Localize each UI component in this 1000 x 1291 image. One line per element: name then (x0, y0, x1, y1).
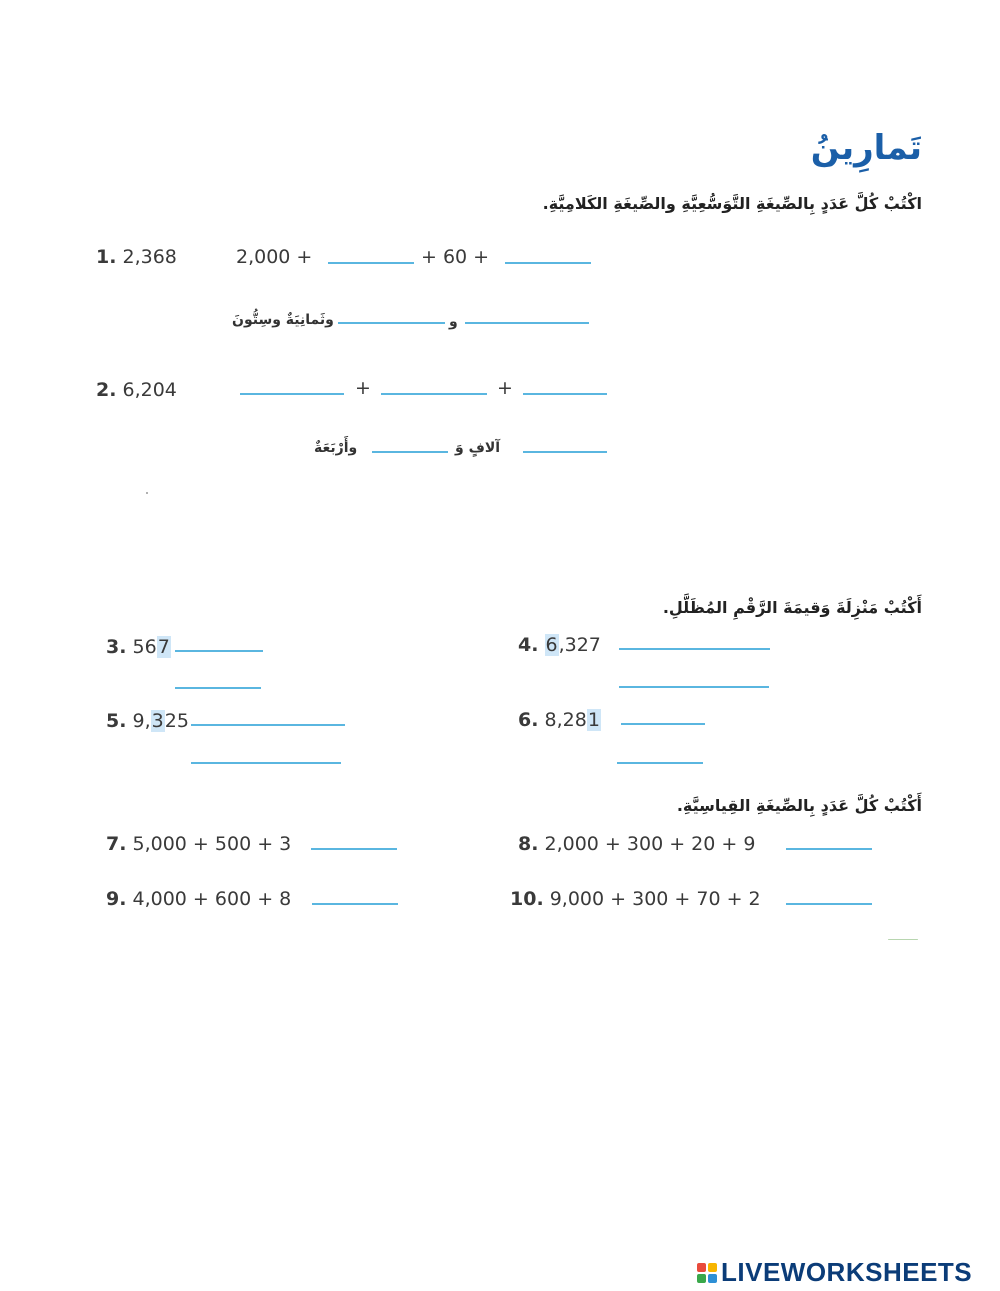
q8-answer-blank[interactable] (786, 848, 872, 850)
instruction-standard-form: أَكْتُبْ كُلَّ عَدَدٍ بِالصِّيغَةِ القِياسِيَّةِ. (676, 796, 922, 815)
instruction-expanded-word-form: اكْتُبْ كُلَّ عَدَدٍ بِالصِّيغَةِ التَّوَسُّعِيَّةِ والصِّيغَةِ الكَلامِيَّةِ. (542, 194, 922, 213)
q1-blank-hundreds[interactable] (328, 262, 414, 264)
question-10 (510, 888, 761, 910)
digits-before: 56 (132, 636, 157, 658)
question-number: 6,204 (122, 379, 177, 401)
digits-after: ,327 (558, 634, 601, 656)
question-expression: 2,000 + 300 + 20 + 9 (544, 833, 756, 855)
digits-before: 8,28 (544, 709, 587, 731)
logo-square (697, 1263, 706, 1272)
question-number: 2,368 (122, 246, 177, 268)
q2-thousands-word: آلافٍ وَ (455, 440, 501, 456)
q9-answer-blank[interactable] (312, 903, 398, 905)
question-3 (106, 636, 171, 658)
liveworksheets-logo (697, 1257, 972, 1288)
question-label: 1. (96, 246, 117, 268)
question-expression: 5,000 + 500 + 3 (132, 833, 292, 855)
q5-value-blank[interactable] (191, 762, 341, 764)
question-1 (96, 246, 177, 268)
q1-words-text: وثَمانِيَةٌ وسِتُّونَ (232, 312, 334, 328)
question-label: 2. (96, 379, 117, 401)
shaded-digit: 7 (157, 636, 170, 658)
question-6 (518, 709, 601, 731)
q5-place-blank[interactable] (191, 724, 345, 726)
question-2 (96, 379, 177, 401)
question-9 (106, 888, 291, 910)
logo-square (697, 1274, 706, 1283)
q3-place-blank[interactable] (175, 650, 263, 652)
question-expression: 4,000 + 600 + 8 (132, 888, 292, 910)
question-number (133, 636, 171, 658)
question-8 (518, 833, 755, 855)
logo-brand-text: LIVEWORKSHEETS (721, 1257, 973, 1287)
shaded-digit: 6 (545, 634, 558, 656)
q2-plus-1: + (355, 377, 371, 399)
q1-part-b: + 60 + (421, 246, 490, 268)
q4-place-blank[interactable] (619, 648, 770, 650)
q2-plus-2: + (497, 377, 513, 399)
question-label: 8. (518, 833, 539, 855)
q1-part-a: 2,000 + (236, 246, 313, 268)
scan-speck (888, 939, 918, 940)
q2-blank-1[interactable] (240, 393, 344, 395)
page-title: تَمارِينُ (810, 128, 922, 168)
shaded-digit: 3 (151, 710, 164, 732)
q3-value-blank[interactable] (175, 687, 261, 689)
q2-word-blank-2[interactable] (372, 451, 448, 453)
logo-square (708, 1263, 717, 1272)
q2-blank-2[interactable] (381, 393, 487, 395)
q7-answer-blank[interactable] (311, 848, 397, 850)
question-number (545, 634, 601, 656)
q1-blank-ones[interactable] (505, 262, 591, 264)
shaded-digit: 1 (587, 709, 600, 731)
q6-value-blank[interactable] (617, 762, 703, 764)
question-number (133, 710, 189, 732)
question-5 (106, 710, 189, 732)
q1-and-word: و (449, 314, 458, 330)
logo-square (708, 1274, 717, 1283)
question-7 (106, 833, 291, 855)
q2-word-blank-1[interactable] (523, 451, 607, 453)
q10-answer-blank[interactable] (786, 903, 872, 905)
digits-before: 9, (132, 710, 151, 732)
logo-mark-icon (697, 1263, 717, 1283)
question-label: 6. (518, 709, 539, 731)
q6-place-blank[interactable] (621, 723, 705, 725)
question-number (545, 709, 601, 731)
question-label: 7. (106, 833, 127, 855)
question-4 (518, 634, 601, 656)
question-label: 10. (510, 888, 544, 910)
scan-speck (146, 492, 148, 494)
question-label: 3. (106, 636, 127, 658)
question-label: 9. (106, 888, 127, 910)
question-expression: 9,000 + 300 + 70 + 2 (549, 888, 761, 910)
q4-value-blank[interactable] (619, 686, 769, 688)
q1-word-blank-2[interactable] (338, 322, 445, 324)
question-label: 4. (518, 634, 539, 656)
q2-four-word: وأَرْبَعَةٌ (314, 440, 358, 456)
q2-blank-3[interactable] (523, 393, 607, 395)
instruction-place-value: أَكْتُبْ مَنْزِلَةَ وَقيمَةَ الرَّقْمِ المُظَلَّلِ. (662, 598, 922, 617)
question-label: 5. (106, 710, 127, 732)
digits-after: 25 (164, 710, 189, 732)
q1-word-blank-1[interactable] (465, 322, 589, 324)
